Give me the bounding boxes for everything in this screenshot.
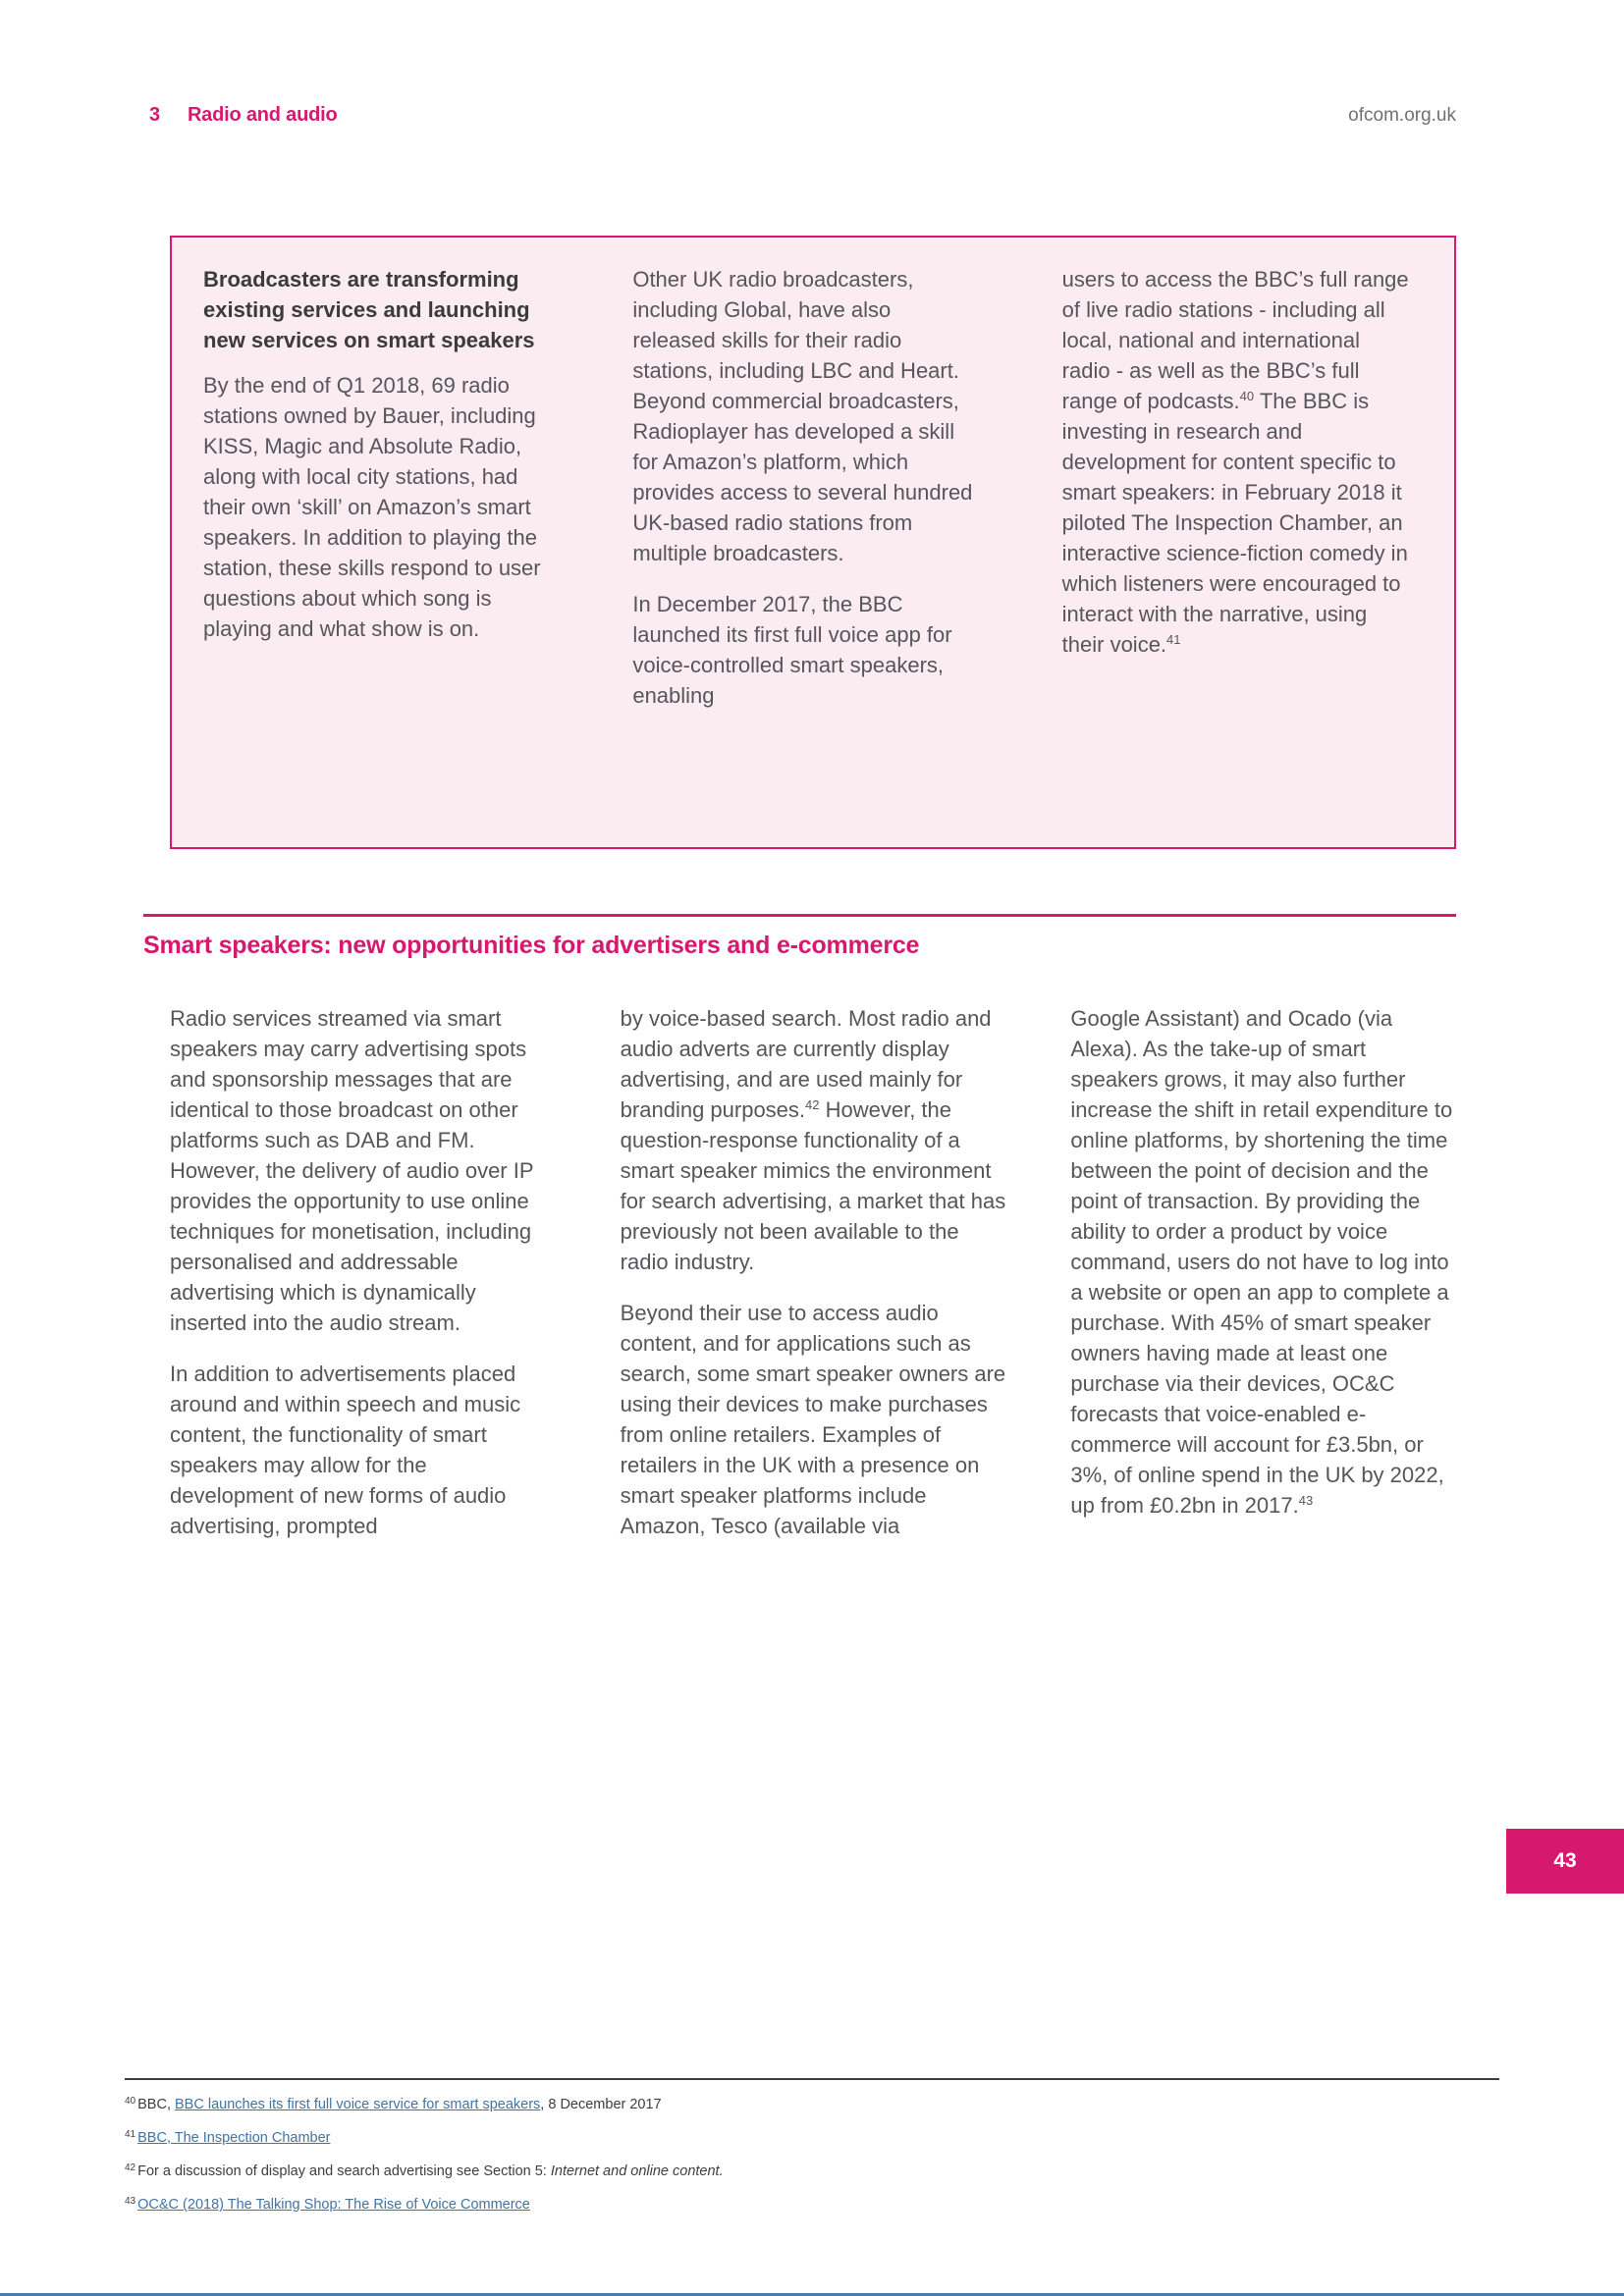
footnote-text: For a discussion of display and search advertising see Section 5: <box>137 2163 551 2179</box>
footnote-marker: 43 <box>125 2196 136 2207</box>
paragraph: Google Assistant) and Ocado (via Alexa). As the take-up of smart speakers grows, it may also further increase the shift in retail expenditure to online platforms, by shortening the time between the point of decision and the point of transaction. By providing the ability to order a product by voice command, users do not have to log into a website or open an app to complete a purchase. With 45% of smart speaker owners having made at least one purchase via their devices, OC&C forecasts that voice-enabled e-commerce will account for £3.5bn, or 3%, of online spend in the UK by 2022, up from £0.2bn in 2017.43 <box>1070 1006 1453 1518</box>
footnote-ref: 40 <box>1239 389 1255 403</box>
highlight-box-column-2-text <box>632 264 979 711</box>
paragraph: by voice-based search. Most radio and audio adverts are currently display advertising, and are used mainly for branding purposes.$^{42}$ However, the question-response functionality of a smart speaker mimics the environment for search advertising, a market that has previously not been available to the radio industry. <box>620 1006 1006 1274</box>
footnote-marker: 42 <box>125 2163 136 2173</box>
footnote-ref: 41 <box>1166 632 1181 647</box>
paragraph: users to access the BBC’s full range of live radio stations - including all local, national and international radio - as well as the BBC’s full range of podcasts.$^{40}$ The BBC is investing in research and development for content specific to smart speakers: in February 2018 it piloted The Inspection Chamber, an interactive science-fiction comedy in which listeners were encouraged to interact with the narrative, using their voice.$^{41}$ <box>1061 267 1409 657</box>
footnotes <box>125 2097 1499 2230</box>
body-column-1 <box>170 1003 556 1541</box>
footnote-text: BBC, <box>137 2097 175 2112</box>
footnote <box>125 2197 1499 2213</box>
footnote-ref: 43 <box>1298 1493 1314 1508</box>
footnote-link[interactable]: OC&C (2018) The Talking Shop: The Rise of Voice Commerce <box>137 2197 530 2213</box>
footnote-link[interactable]: BBC, The Inspection Chamber <box>137 2130 331 2146</box>
footnote-divider <box>125 2078 1499 2080</box>
page-header-left <box>149 104 338 127</box>
paragraph: In December 2017, the BBC launched its first full voice app for voice-controlled smart speakers, enabling <box>632 592 952 708</box>
page-number-badge <box>1506 1829 1624 1894</box>
article-body <box>170 1003 1456 1541</box>
highlight-box-column-1-text <box>203 370 550 644</box>
highlight-box-column-3 <box>1062 264 1409 822</box>
footnote-text: , 8 December 2017 <box>540 2097 662 2112</box>
section-title: Radio and audio <box>187 104 338 126</box>
footnote <box>125 2097 1499 2112</box>
paragraph: By the end of Q1 2018, 69 radio stations owned by Bauer, including KISS, Magic and Absolute Radio, along with local city stations, had their own ‘skill’ on Amazon’s smart speakers. In addition to playing the station, these skills respond to user questions about which song is playing and what show is on. <box>203 373 541 641</box>
paragraph: In addition to advertisements placed around and within speech and music content, the functionality of smart speakers may allow for the development of new forms of audio advertising, prompted <box>170 1362 521 1538</box>
footnote-marker: 40 <box>125 2096 136 2107</box>
body-column-3 <box>1070 1003 1456 1541</box>
paragraph: Beyond their use to access audio content, and for applications such as search, some smart speaker owners are using their devices to make purchases from online retailers. Examples of retailers in the UK with a presence on smart speaker platforms include Amazon, Tesco (available via <box>620 1301 1006 1538</box>
highlight-box-column-2 <box>632 264 979 822</box>
highlight-box <box>170 236 1456 849</box>
footnote <box>125 2163 1499 2179</box>
footnote-link[interactable]: BBC launches its first full voice service for smart speakers <box>175 2097 541 2112</box>
footnote <box>125 2130 1499 2146</box>
page-number: 43 <box>1553 1849 1577 1872</box>
highlight-box-column-3-text <box>1062 264 1409 660</box>
footnote-ref: 42 <box>805 1097 820 1112</box>
highlight-box-column-1 <box>203 264 550 822</box>
section-divider <box>143 914 1456 960</box>
section-number: 3 <box>149 104 160 126</box>
site-url: ofcom.org.uk <box>1348 105 1456 126</box>
section-heading: Smart speakers: new opportunities for advertisers and e-commerce <box>143 932 920 959</box>
body-column-2 <box>621 1003 1006 1541</box>
paragraph: Radio services streamed via smart speakers may carry advertising spots and sponsorship messages that are identical to those broadcast on other platforms such as DAB and FM. However, the delivery of audio over IP provides the opportunity to use online techniques for monetisation, including personalised and addressable advertising which is dynamically inserted into the audio stream. <box>170 1006 534 1335</box>
footnote-italic-text: Internet and online content. <box>550 2163 724 2179</box>
footnote-marker: 41 <box>125 2129 136 2140</box>
highlight-box-heading: Broadcasters are transforming existing services and launching new services on smart speakers <box>203 267 535 352</box>
paragraph: Other UK radio broadcasters, including Global, have also released skills for their radio stations, including LBC and Heart. Beyond commercial broadcasters, Radioplayer has developed a skill for Amazon’s platform, which provides access to several hundred UK-based radio stations from multiple broadcasters. <box>632 267 973 565</box>
